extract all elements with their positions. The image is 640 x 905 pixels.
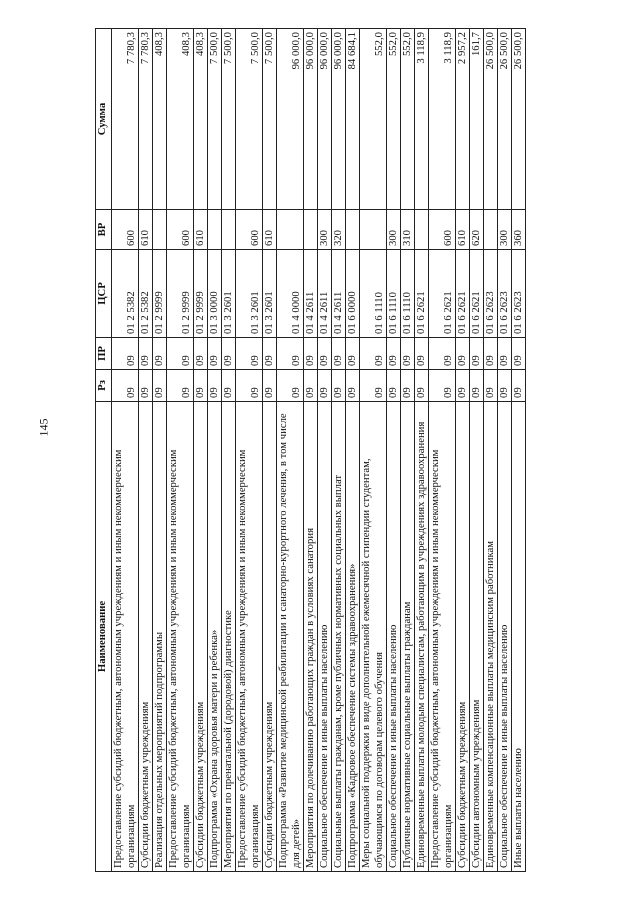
table-row: [153, 29, 167, 872]
cell-name: Предоставление субсидий бюджетным, автономным учреждениям и иным некоммерческим организациям: [167, 402, 194, 872]
cell-rz: 09: [304, 370, 318, 402]
cell-vr: 610: [194, 210, 208, 250]
cell-vr: [360, 210, 387, 250]
cell-csr: 01 3 0000: [208, 250, 222, 338]
cell-sum: 7 780,3: [139, 29, 153, 210]
cell-name: Субсидии бюджетным учреждениям: [456, 402, 470, 872]
cell-csr: 01 6 2623: [498, 250, 512, 338]
cell-sum: 552,0: [387, 29, 401, 210]
cell-csr: 01 6 2621: [456, 250, 470, 338]
cell-sum: 408,3: [194, 29, 208, 210]
table-row: [263, 29, 277, 872]
cell-pr: 09: [194, 338, 208, 370]
cell-pr: 09: [387, 338, 401, 370]
cell-csr: 01 4 2611: [304, 250, 318, 338]
cell-rz: 09: [484, 370, 498, 402]
cell-pr: 09: [415, 338, 429, 370]
table-row: [360, 29, 387, 872]
table-row: [194, 29, 208, 872]
cell-sum: 7 780,3: [112, 29, 139, 210]
cell-csr: 01 4 0000: [277, 250, 304, 338]
cell-csr: 01 6 2621: [429, 250, 456, 338]
cell-rz: 09: [387, 370, 401, 402]
table-row: [222, 29, 236, 872]
cell-vr: 600: [429, 210, 456, 250]
cell-sum: 84 684,1: [346, 29, 360, 210]
table-row: [484, 29, 498, 872]
cell-vr: 600: [112, 210, 139, 250]
cell-rz: 09: [236, 370, 263, 402]
cell-csr: 01 6 2621: [415, 250, 429, 338]
table-row: [139, 29, 153, 872]
cell-sum: 26 500,0: [512, 29, 526, 210]
cell-csr: 01 2 9999: [167, 250, 194, 338]
cell-pr: 09: [429, 338, 456, 370]
cell-sum: 7 500,0: [236, 29, 263, 210]
cell-sum: 96 000,0: [332, 29, 346, 210]
cell-rz: 09: [512, 370, 526, 402]
cell-name: Подпрограмма «Кадровое обеспечение системы здравоохранения»: [346, 402, 360, 872]
cell-pr: 09: [512, 338, 526, 370]
cell-rz: 09: [456, 370, 470, 402]
table-row: [456, 29, 470, 872]
cell-name: Реализация отдельных мероприятий подпрограммы: [153, 402, 167, 872]
cell-csr: 01 6 1110: [401, 250, 415, 338]
cell-sum: 7 500,0: [208, 29, 222, 210]
cell-pr: 09: [332, 338, 346, 370]
header-sum: Сумма: [96, 29, 112, 210]
cell-rz: 09: [277, 370, 304, 402]
budget-table-container: [95, 29, 565, 872]
page-number: 145: [36, 418, 51, 437]
cell-rz: 09: [263, 370, 277, 402]
budget-table: [95, 28, 526, 872]
cell-vr: [484, 210, 498, 250]
cell-vr: 300: [387, 210, 401, 250]
header-pr: ПР: [96, 338, 112, 370]
cell-pr: 09: [208, 338, 222, 370]
table-row: [429, 29, 456, 872]
table-row: [277, 29, 304, 872]
cell-name: Подпрограмма «Развитие медицинской реабилитации и санаторно-курортного лечения, в том числе для детей»: [277, 402, 304, 872]
cell-rz: 09: [360, 370, 387, 402]
cell-pr: 09: [167, 338, 194, 370]
cell-csr: 01 4 2611: [318, 250, 332, 338]
cell-pr: 09: [360, 338, 387, 370]
cell-sum: 96 000,0: [277, 29, 304, 210]
cell-sum: 552,0: [401, 29, 415, 210]
cell-csr: 01 2 5382: [112, 250, 139, 338]
cell-sum: 3 118,9: [415, 29, 429, 210]
cell-sum: 7 500,0: [263, 29, 277, 210]
cell-pr: 09: [498, 338, 512, 370]
cell-name: Субсидии автономным учреждениям: [470, 402, 484, 872]
cell-pr: 09: [139, 338, 153, 370]
table-row: [346, 29, 360, 872]
cell-csr: 01 2 9999: [194, 250, 208, 338]
cell-rz: 09: [112, 370, 139, 402]
header-rz: Рз: [96, 370, 112, 402]
cell-sum: 96 000,0: [318, 29, 332, 210]
cell-sum: 161,7: [470, 29, 484, 210]
table-header-row: [96, 29, 112, 872]
cell-name: Публичные нормативные социальные выплаты гражданам: [401, 402, 415, 872]
table-row: [304, 29, 318, 872]
cell-vr: 610: [139, 210, 153, 250]
cell-vr: 610: [263, 210, 277, 250]
cell-csr: 01 3 2601: [236, 250, 263, 338]
cell-rz: 09: [415, 370, 429, 402]
header-vr: ВР: [96, 210, 112, 250]
cell-rz: 09: [498, 370, 512, 402]
table-row: [415, 29, 429, 872]
table-row: [401, 29, 415, 872]
cell-pr: 09: [346, 338, 360, 370]
cell-pr: 09: [153, 338, 167, 370]
cell-name: Социальные выплаты гражданам, кроме публичных нормативных социальных выплат: [332, 402, 346, 872]
cell-vr: 310: [401, 210, 415, 250]
cell-vr: [277, 210, 304, 250]
cell-rz: 09: [429, 370, 456, 402]
cell-csr: 01 2 5382: [139, 250, 153, 338]
cell-vr: [153, 210, 167, 250]
cell-vr: 600: [236, 210, 263, 250]
cell-rz: 09: [139, 370, 153, 402]
table-row: [498, 29, 512, 872]
cell-vr: 360: [512, 210, 526, 250]
cell-name: Меры социальной поддержки в виде дополнительной ежемесячной стипендии студентам, обучающимся по договорам целевого обучения: [360, 402, 387, 872]
cell-pr: 09: [401, 338, 415, 370]
table-row: [387, 29, 401, 872]
cell-pr: 09: [222, 338, 236, 370]
cell-name: Иные выплаты населению: [512, 402, 526, 872]
cell-sum: 96 000,0: [304, 29, 318, 210]
cell-sum: 7 500,0: [222, 29, 236, 210]
cell-csr: 01 6 2623: [484, 250, 498, 338]
cell-csr: 01 6 0000: [346, 250, 360, 338]
cell-rz: 09: [222, 370, 236, 402]
cell-name: Единовременные компенсационные выплаты медицинским работникам: [484, 402, 498, 872]
cell-name: Мероприятия по пренатальной (дородовой) диагностике: [222, 402, 236, 872]
table-row: [470, 29, 484, 872]
cell-pr: 09: [112, 338, 139, 370]
cell-pr: 09: [236, 338, 263, 370]
table-row: [318, 29, 332, 872]
cell-sum: 2 957,2: [456, 29, 470, 210]
cell-csr: 01 4 2611: [332, 250, 346, 338]
cell-name: Предоставление субсидий бюджетным, автономным учреждениям и иным некоммерческим организациям: [236, 402, 263, 872]
cell-csr: 01 3 2601: [263, 250, 277, 338]
cell-name: Мероприятия по долечиванию работающих граждан в условиях санатория: [304, 402, 318, 872]
cell-pr: 09: [484, 338, 498, 370]
cell-name: Единовременные выплаты молодым специалистам, работающим в учреждениях здравоохранения: [415, 402, 429, 872]
cell-csr: 01 6 1110: [387, 250, 401, 338]
cell-vr: [222, 210, 236, 250]
cell-rz: 09: [401, 370, 415, 402]
cell-sum: 408,3: [153, 29, 167, 210]
cell-rz: 09: [346, 370, 360, 402]
cell-name: Социальное обеспечение и иные выплаты населению: [387, 402, 401, 872]
cell-name: Предоставление субсидий бюджетным, автономным учреждениям и иным некоммерческим организациям: [429, 402, 456, 872]
cell-name: Подпрограмма «Охрана здоровья матери и ребенка»: [208, 402, 222, 872]
cell-csr: 01 6 1110: [360, 250, 387, 338]
cell-sum: 26 500,0: [484, 29, 498, 210]
table-row: [512, 29, 526, 872]
cell-rz: 09: [332, 370, 346, 402]
cell-sum: 26 500,0: [498, 29, 512, 210]
cell-vr: 300: [318, 210, 332, 250]
cell-vr: [304, 210, 318, 250]
table-row: [236, 29, 263, 872]
cell-pr: 09: [456, 338, 470, 370]
cell-vr: 600: [167, 210, 194, 250]
cell-rz: 09: [318, 370, 332, 402]
cell-pr: 09: [263, 338, 277, 370]
cell-pr: 09: [318, 338, 332, 370]
table-row: [167, 29, 194, 872]
cell-name: Предоставление субсидий бюджетным, автономным учреждениям и иным некоммерческим организациям: [112, 402, 139, 872]
cell-name: Субсидии бюджетным учреждениям: [139, 402, 153, 872]
cell-name: Социальное обеспечение и иные выплаты населению: [498, 402, 512, 872]
cell-vr: 320: [332, 210, 346, 250]
cell-vr: 300: [498, 210, 512, 250]
cell-rz: 09: [167, 370, 194, 402]
cell-vr: 610: [456, 210, 470, 250]
cell-rz: 09: [470, 370, 484, 402]
table-row: [332, 29, 346, 872]
cell-vr: [208, 210, 222, 250]
header-csr: ЦСР: [96, 250, 112, 338]
cell-sum: 408,3: [167, 29, 194, 210]
cell-name: Субсидии бюджетным учреждениям: [194, 402, 208, 872]
cell-csr: 01 3 2601: [222, 250, 236, 338]
cell-pr: 09: [304, 338, 318, 370]
cell-name: Субсидии бюджетным учреждениям: [263, 402, 277, 872]
table-row: [112, 29, 139, 872]
cell-vr: 620: [470, 210, 484, 250]
cell-vr: [346, 210, 360, 250]
cell-csr: 01 6 2623: [512, 250, 526, 338]
cell-pr: 09: [277, 338, 304, 370]
cell-csr: 01 2 9999: [153, 250, 167, 338]
cell-csr: 01 6 2621: [470, 250, 484, 338]
cell-sum: 3 118,9: [429, 29, 456, 210]
header-name: Наименование: [96, 402, 112, 872]
cell-rz: 09: [153, 370, 167, 402]
cell-name: Социальное обеспечение и иные выплаты населению: [318, 402, 332, 872]
cell-sum: 552,0: [360, 29, 387, 210]
cell-vr: [415, 210, 429, 250]
cell-rz: 09: [208, 370, 222, 402]
cell-rz: 09: [194, 370, 208, 402]
table-row: [208, 29, 222, 872]
cell-pr: 09: [470, 338, 484, 370]
